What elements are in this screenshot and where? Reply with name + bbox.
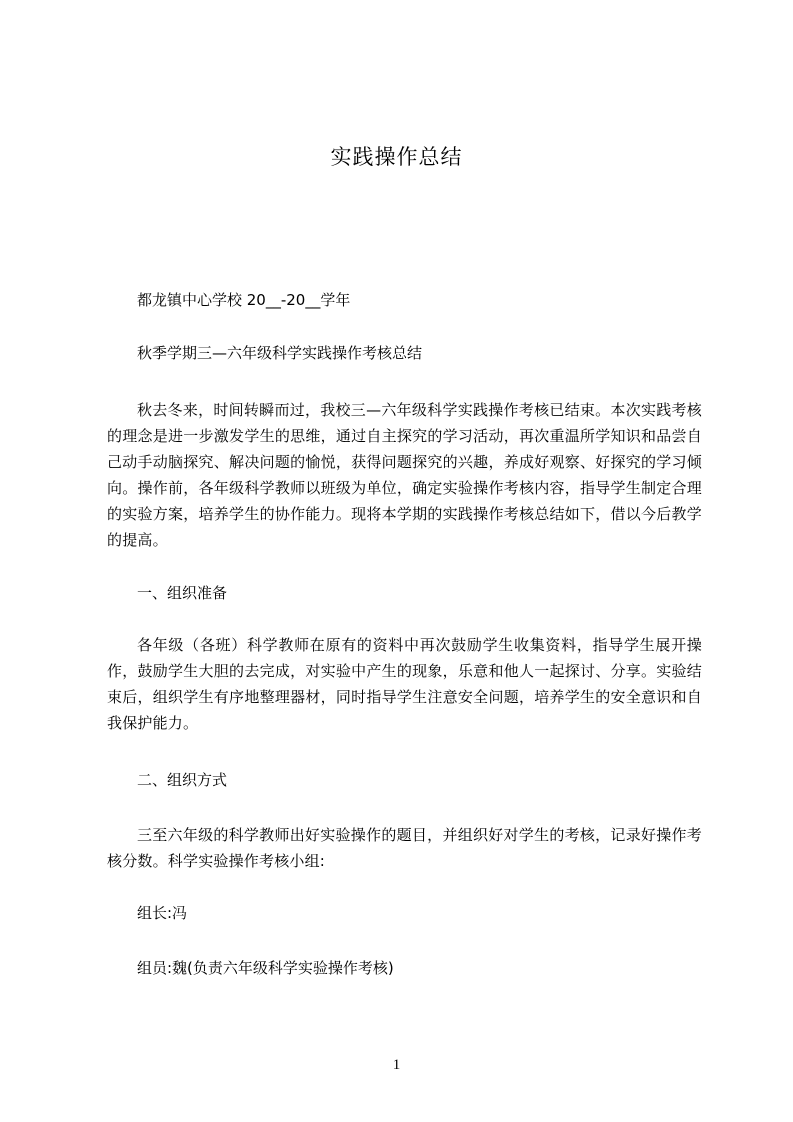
section-heading-preparation: 一、组织准备 [137,584,228,602]
document-subtitle: 秋季学期三—六年级科学实践操作考核总结 [137,344,423,362]
page-number: 1 [392,1057,401,1073]
method-paragraph: 三至六年级的科学教师出好实验操作的题目，并组织好对学生的考核，记录好操作考核分数。科学实验操作考核小组: [107,826,702,870]
document-title: 实践操作总结 [330,145,463,169]
leader-line: 组长:冯 [137,904,188,922]
preparation-paragraph: 各年级（各班）科学教师在原有的资料中再次鼓励学生收集资料，指导学生展开操作，鼓励学生大胆的去完成，对实验中产生的现象，乐意和他人一起探讨、分享。实验结束后，组织学生有序地整理器材，同时指导学生注意安全问题，培养学生的安全意识和自我保护能力。 [107,636,702,732]
intro-paragraph: 秋去冬来，时间转瞬而过，我校三—六年级科学实践操作考核已结束。本次实践考核的理念是进一步激发学生的思维，通过自主探究的学习活动，再次重温所学知识和品尝自己动手动脑探究、解决问题的愉悦，获得问题探究的兴趣，养成好观察、好探究的学习倾向。操作前，各年级科学教师以班级为单位，确定实验操作考核内容，指导学生制定合理的实验方案，培养学生的协作能力。现将本学期的实践操作考核总结如下，借以今后教学的提高。 [107,401,702,549]
school-year-line: 都龙镇中心学校 20__-20__学年 [137,291,351,309]
member-line: 组员:魏(负责六年级科学实验操作考核) [137,959,394,977]
section-heading-method: 二、组织方式 [137,771,228,789]
